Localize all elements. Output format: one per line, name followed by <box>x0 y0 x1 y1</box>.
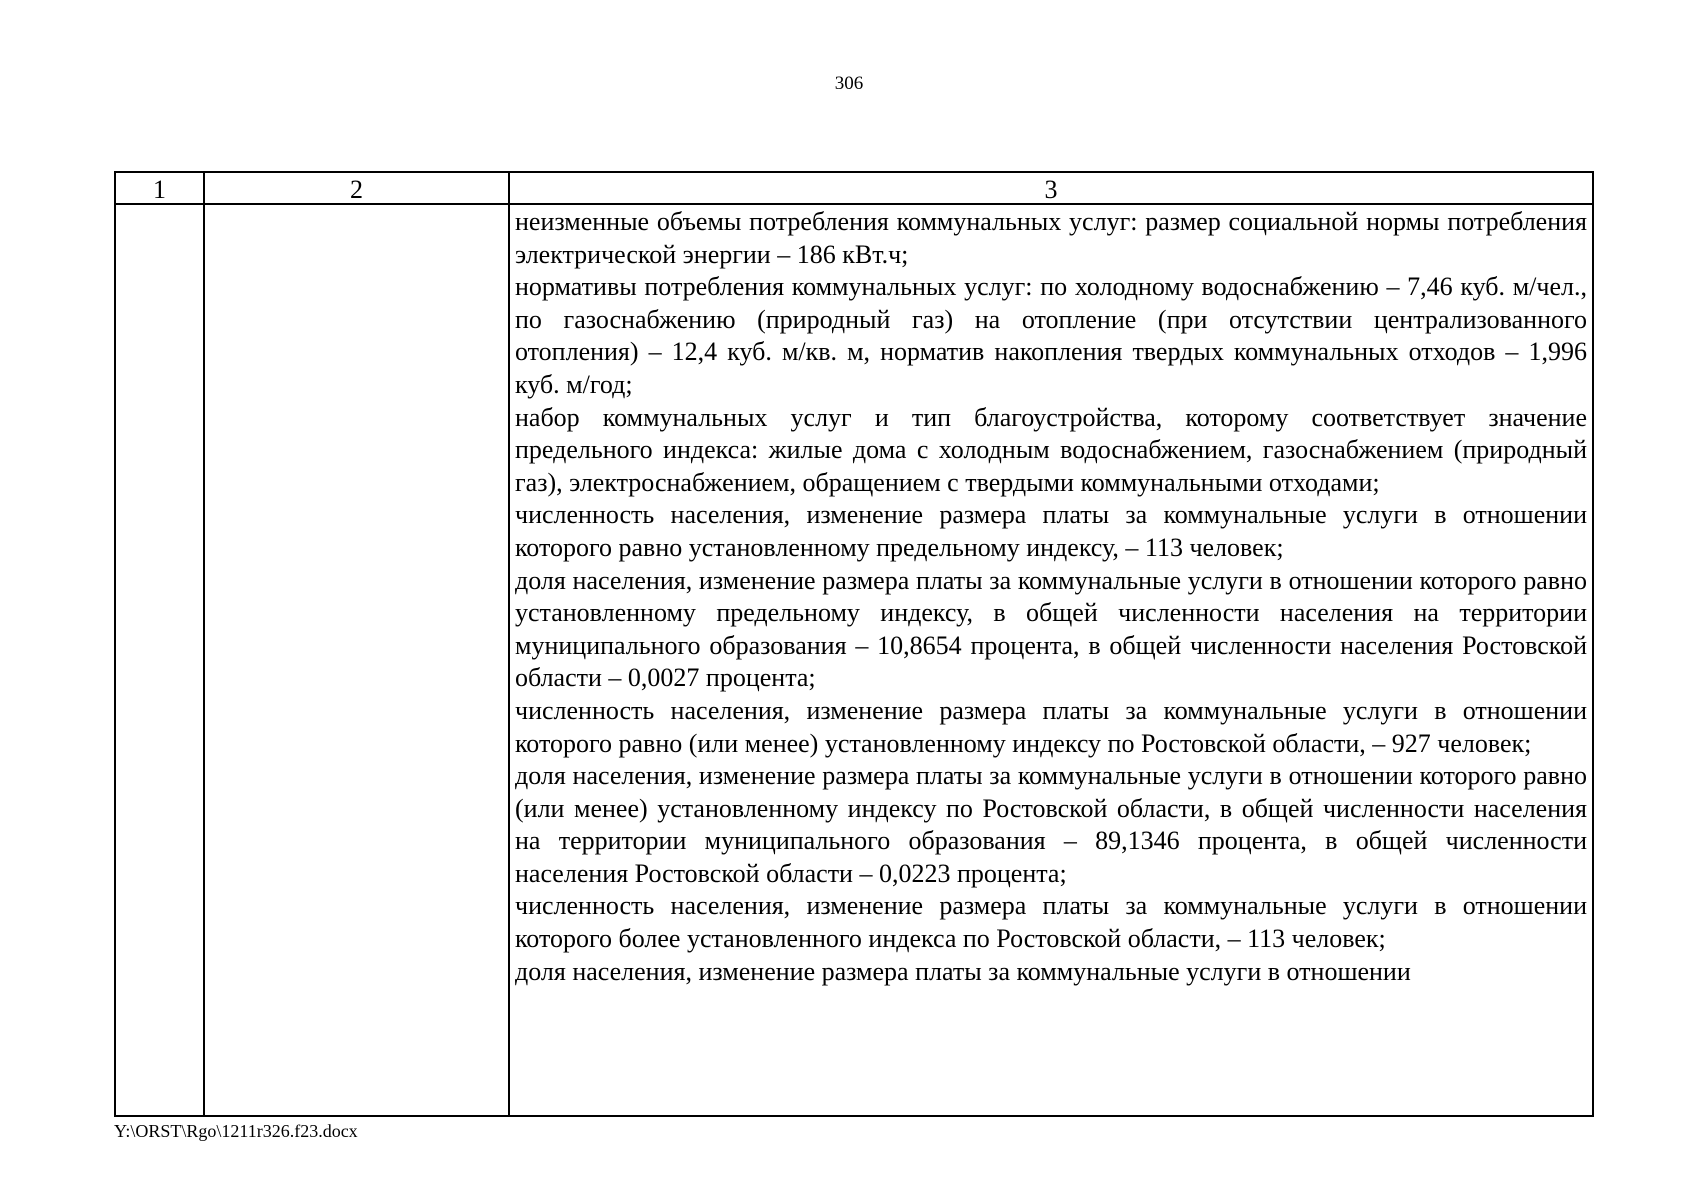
paragraph-population-less: численность населения, изменение размера платы за коммунальные услуги в отношении которого равно (или менее) установленному индексу по Ростовской области, – 927 человек; <box>515 695 1587 758</box>
paragraph-service-set: набор коммунальных услуг и тип благоустройства, которому соответствует значение предельного индекса: жилые дома с холодным водоснабжением, газоснабжением (природный газ), электроснабжением, обращением с твердыми коммунальными отходами; <box>515 402 1587 497</box>
paragraph-share-more: доля населения, изменение размера платы за коммунальные услуги в отношении <box>515 956 1411 986</box>
table-column-divider-1 <box>203 173 205 1115</box>
paragraph-share-equal: доля населения, изменение размера платы за коммунальные услуги в отношении которого равно установленному предельному индексу, в общей численности населения на территории муниципального образования – 10,8654 процента, в общей численности населения Ростовской области – 0,0027 процента; <box>515 565 1587 693</box>
paragraph-share-less: доля населения, изменение размера платы за коммунальные услуги в отношении которого равно (или менее) установленному индексу по Ростовской области, в общей численности населения на территории муниципального образования – 89,1346 процента, в общей численности населения Ростовской области – 0,0223 процента; <box>515 761 1587 888</box>
document-table <box>114 171 1594 1117</box>
table-header-col-3: 3 <box>1044 175 1058 204</box>
table-column-divider-2 <box>508 173 510 1115</box>
page-number: 306 <box>834 73 864 94</box>
table-header-col-2: 2 <box>350 175 363 204</box>
paragraph-population-equal: численность населения, изменение размера платы за коммунальные услуги в отношении которого равно установленному предельному индексу, – 113 человек; <box>515 500 1587 562</box>
table-header-col-1: 1 <box>153 175 166 204</box>
table-cell-col-3 <box>515 206 1587 1115</box>
paragraph-consumption-volumes: неизменные объемы потребления коммунальных услуг: размер социальной нормы потребления электрической энергии – 186 кВт.ч; <box>515 207 1587 269</box>
table-header-divider <box>116 203 1592 205</box>
paragraph-consumption-norms: нормативы потребления коммунальных услуг: по холодному водоснабжению – 7,46 куб. м/чел., по газоснабжению (природный газ) на отопление (при отсутствии централизованного отопления) – 12,4 куб. м/кв. м, норматив накопления твердых коммунальных отходов – 1,996 куб. м/год; <box>515 272 1587 399</box>
paragraph-population-more: численность населения, изменение размера платы за коммунальные услуги в отношении которого более установленного индекса по Ростовской области, – 113 человек; <box>515 891 1587 954</box>
file-path-footer: Y:\ORST\Rgo\1211r326.f23.docx <box>114 1121 358 1141</box>
